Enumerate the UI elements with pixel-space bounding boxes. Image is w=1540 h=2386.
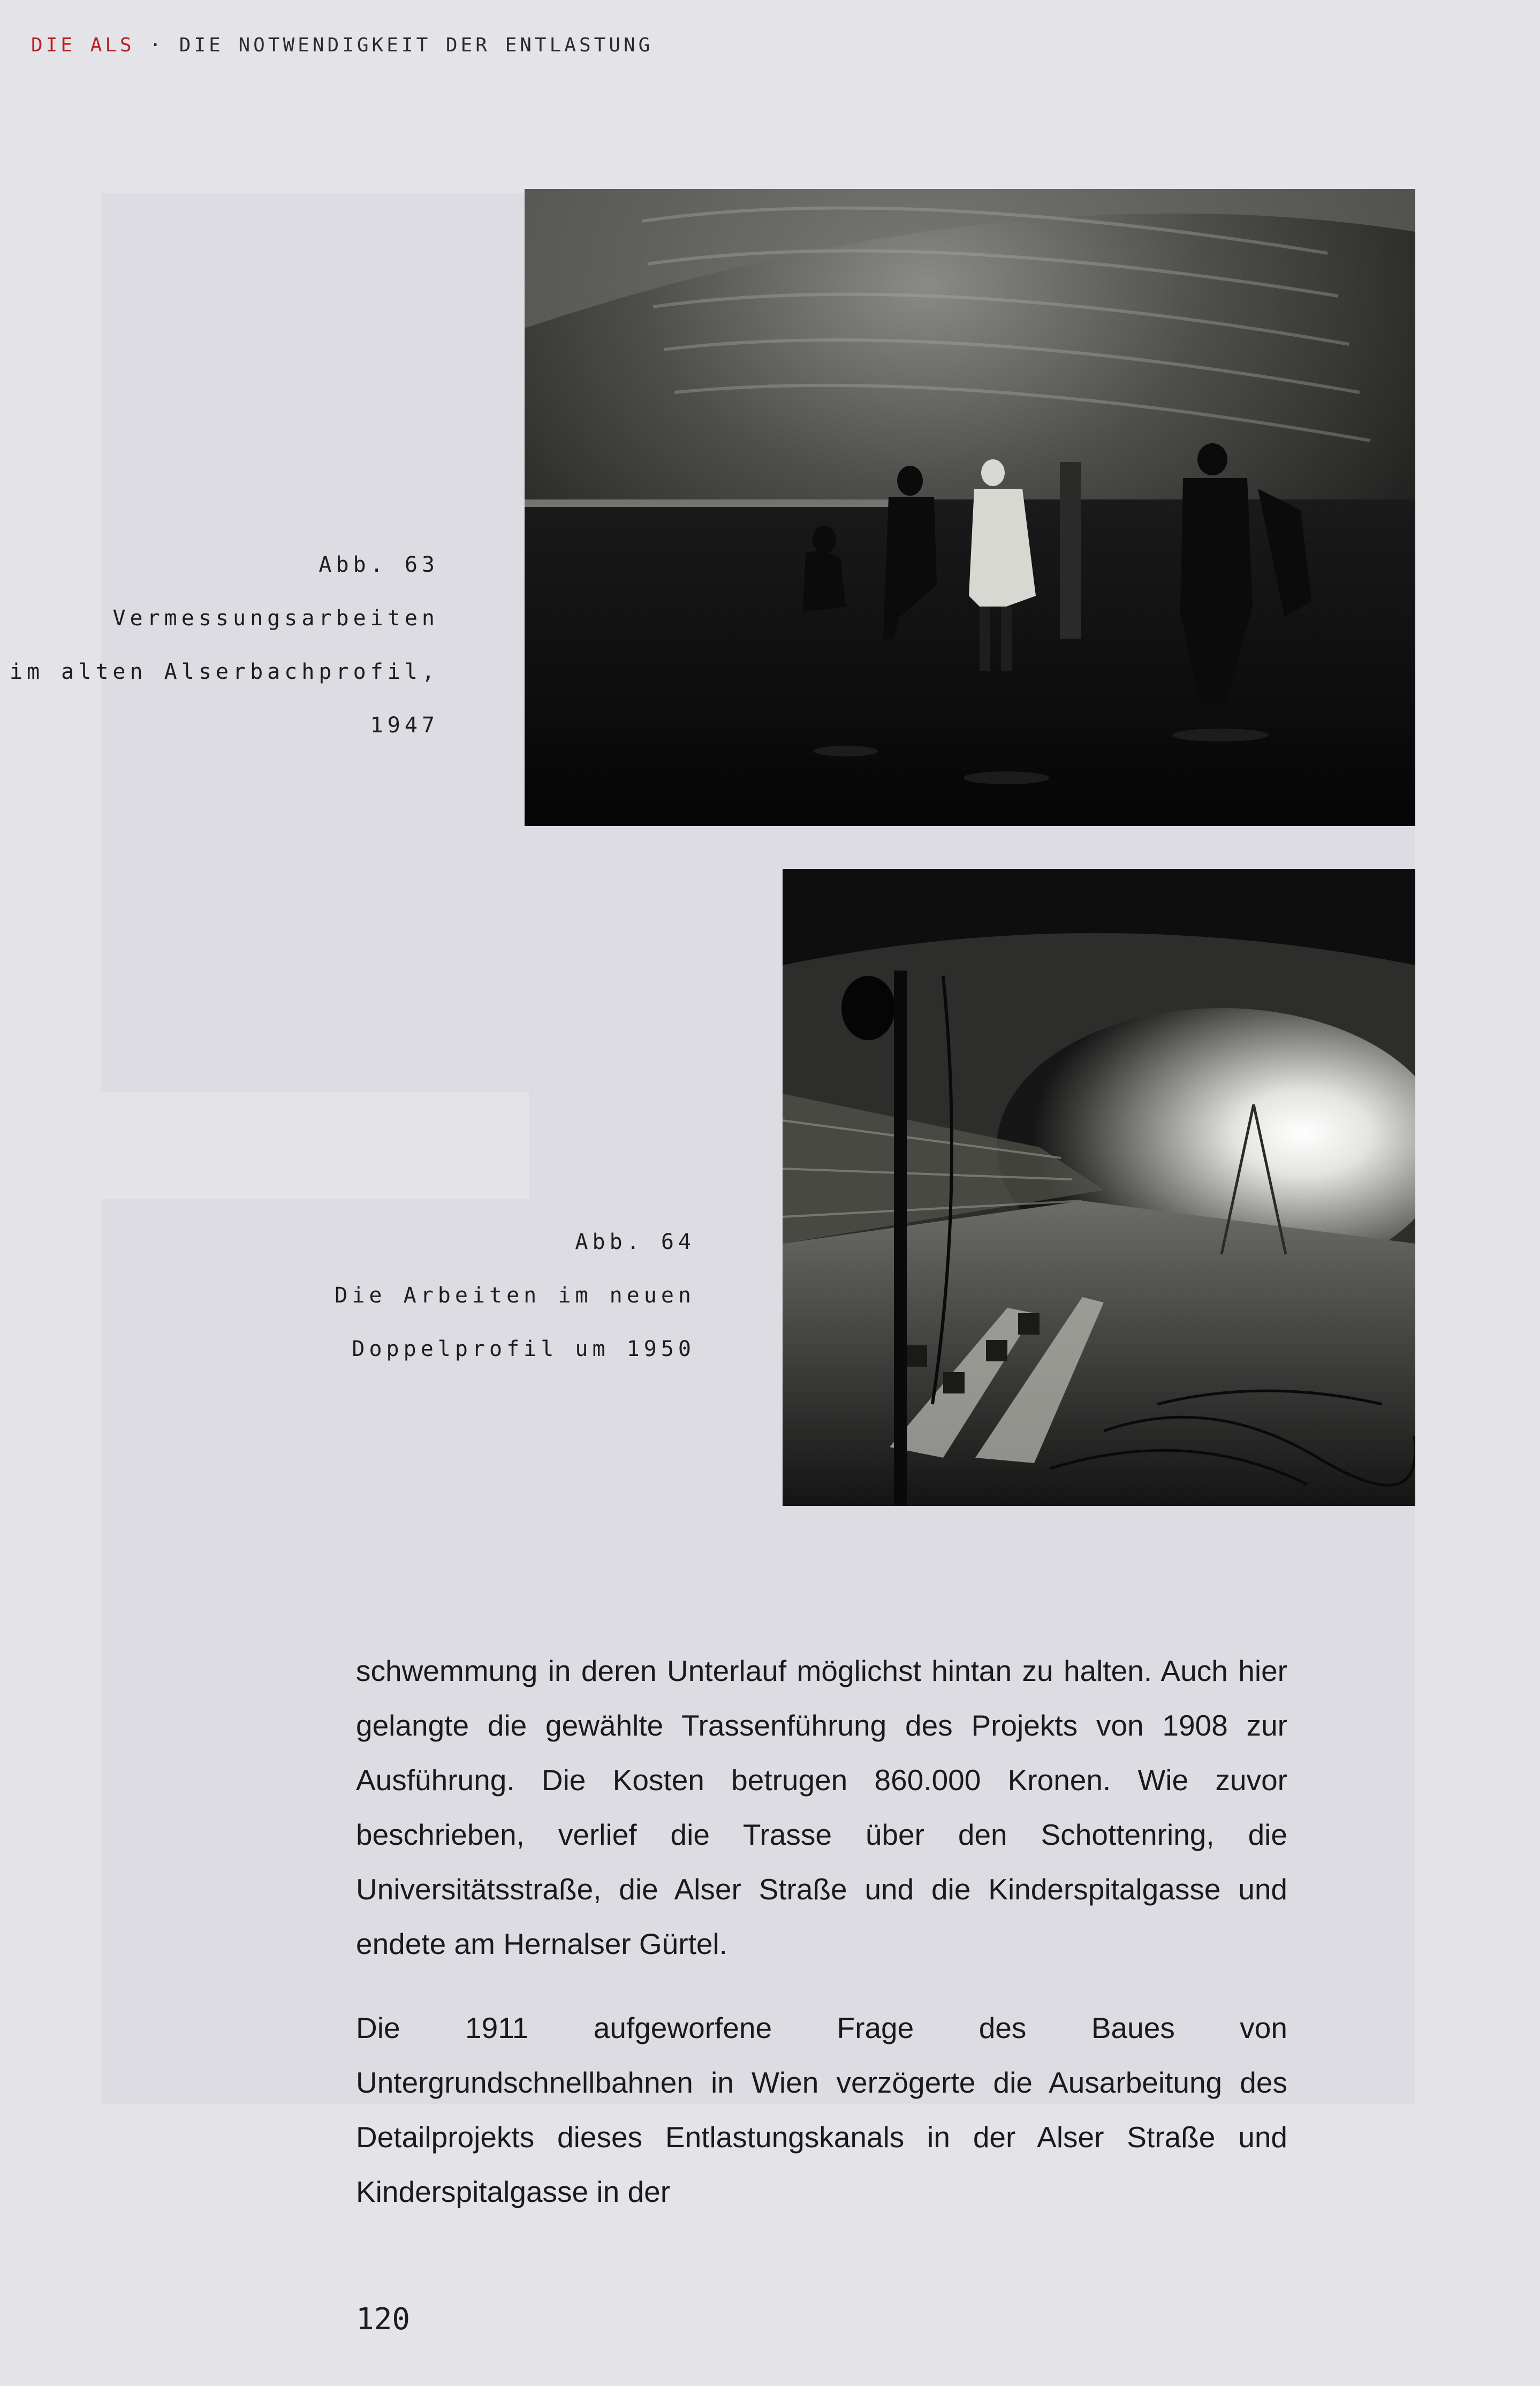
page-number: 120 bbox=[356, 2302, 411, 2337]
figure-63-caption bbox=[10, 538, 439, 752]
header-separator: · bbox=[149, 34, 165, 56]
running-header bbox=[31, 34, 653, 56]
caption-line: Die Arbeiten im neuen bbox=[335, 1283, 695, 1308]
caption-line: 1947 bbox=[370, 713, 439, 738]
paragraph: Die 1911 aufgeworfene Frage des Baues von Untergrundschnellbahnen in Wien verzögerte die Ausarbeitung des Detailprojekts dieses Entlastungskanals in der Alser Straße und Kinderspitalgasse in der bbox=[356, 2011, 1287, 2208]
header-section: DIE ALS bbox=[31, 34, 135, 56]
body-text bbox=[356, 1643, 1287, 2248]
caption-line: im alten Alserbachprofil, bbox=[9, 660, 439, 684]
figure-64-photo bbox=[783, 869, 1415, 1506]
caption-line: Doppelprofil um 1950 bbox=[352, 1337, 695, 1361]
figure-63-photo bbox=[525, 189, 1415, 826]
caption-line: Abb. 63 bbox=[318, 552, 439, 577]
caption-line: Vermessungsarbeiten bbox=[112, 606, 439, 631]
figure-64-caption bbox=[335, 1215, 695, 1376]
header-chapter: DIE NOTWENDIGKEIT DER ENTLASTUNG bbox=[179, 34, 654, 56]
paragraph: schwemmung in deren Unterlauf möglichst hintan zu halten. Auch hier gelangte die gewählte Trassenführung des Projekts von 1908 zur Ausführung. Die Kosten betrugen 860.000 Kronen. Wie zuvor beschrieben, verlief die Trasse über den Schottenring, die Universitätsstraße, die Alser Straße und die Kinderspitalgasse und endete am Hernalser Gürtel. bbox=[356, 1654, 1287, 1960]
caption-line: Abb. 64 bbox=[575, 1230, 695, 1254]
